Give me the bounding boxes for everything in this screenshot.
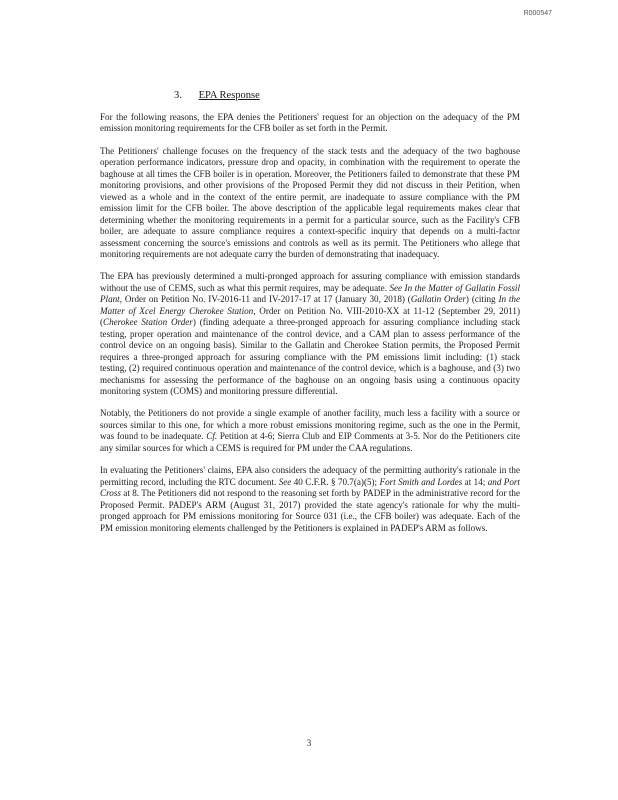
- body-paragraph: [100, 146, 520, 261]
- paragraph-text: at 14;: [462, 476, 488, 487]
- paragraph-text: In evaluating the Petitioners' claims, EPA also considers the adequacy of the permitting authority's rationale in the permitting record, including the RTC document.: [100, 465, 520, 487]
- paragraph-text: at 8. The Petitioners did not respond to the reasoning set forth by PADEP in the administrative record for the Proposed Permit. PADEP's ARM (August 31, 2017) provided the state agency's rationale for why the multi-pronged approach for PM emissions monitoring for Source 031 (i.e., the CFB boiler) was adequate. Each of the PM emission monitoring elements challenged by the Petitioners is explained in PADEP's ARM as follows.: [100, 488, 520, 533]
- page-number: 3: [306, 738, 312, 748]
- citation-text: In the Matter of Xcel Energy Cherokee Station: [100, 294, 520, 316]
- paragraph-text: , Order on Petition No. IV-2016-11 and IV-2017-17 at 17 (January 30, 2018) (: [119, 294, 411, 305]
- body-paragraph: [100, 465, 520, 534]
- paragraph-text: ) (finding adequate a three-pronged approach for assuring compliance including stack testing, proper operation and maintenance of the control device, and a CAM plan to assess performance of the control device on an ongoing basis). Similar to the Gallatin and Cherokee Station permits, the Proposed Permit requires a three-pronged approach for assuring compliance with the PM emissions limit including: (1) stack testing, (2) required continuous operation and maintenance of the control device, which is a baghouse, and (3) two mechanisms for assessing the performance of the baghouse on an ongoing basis using a continuous opacity monitoring system (COMS) and monitoring pressure differential.: [100, 317, 520, 396]
- paragraph-text: 40 C.F.R. § 70.7(a)(5);: [291, 476, 380, 487]
- citation-text: Fort Smith and Lordes: [379, 476, 463, 487]
- paragraph-text: Petition at 4-6; Sierra Club and EIP Comments at 3-5. Nor do the Petitioners cite any similar sources for which a CEMS is required for PM under the CAA regulations.: [100, 431, 520, 453]
- citation-text: Cf.: [206, 431, 218, 442]
- paragraph-text: The Petitioners' challenge focuses on the frequency of the stack tests and the adequacy of the two baghouse operation performance indicators, pressure drop and opacity, in combination with the requirement to operate the baghouse at all times the CFB boiler is in operation. Moreover, the Petitioners failed to demonstrate that these PM monitoring provisions, and other provisions of the Proposed Permit they did not discuss in their Petition, when viewed as a whole and in the context of the entire permit, are inadequate to assure compliance with the PM emission limit for the CFB boiler. The above description of the applicable legal requirements makes clear that determining whether the monitoring requirements in a permit for a particular source, such as the Facility's CFB boiler, are adequate to assure compliance requires a context-specific inquiry that depends on a multi-factor assessment concerning the source's emissions and controls as well as its permit. The Petitioners who allege that monitoring requirements are not adequate carry the burden of demonstrating that inadequacy.: [100, 145, 520, 259]
- citation-text: See: [278, 476, 292, 487]
- document-body: [100, 112, 520, 545]
- citation-text: and Port Cross: [100, 476, 520, 499]
- body-paragraph: [100, 408, 520, 454]
- citation-text: See In the Matter of Gallatin Fossil Plant: [100, 282, 520, 305]
- paragraph-text: ) (citing: [465, 294, 499, 305]
- citation-text: Gallatin Order: [410, 294, 466, 305]
- bates-number: R000547: [523, 10, 552, 17]
- body-paragraph: [100, 271, 520, 397]
- section-heading: [174, 90, 260, 101]
- citation-text: Cherokee Station Order: [103, 317, 193, 328]
- paragraph-text: , Order on Petition No. VIII-2010-XX at 11-12 (September 29, 2011) (: [100, 305, 520, 328]
- body-paragraph: [100, 112, 520, 135]
- paragraph-text: The EPA has previously determined a multi-pronged approach for assuring compliance with emission standards without the use of CEMS, such as what this permit requires, may be adequate.: [100, 271, 520, 293]
- paragraph-text: For the following reasons, the EPA denies the Petitioners' request for an objection on the adequacy of the PM emission monitoring requirements for the CFB boiler as set forth in the Permit.: [100, 112, 520, 134]
- paragraph-text: Notably, the Petitioners do not provide a single example of another facility, much less a facility with a source or sources similar to this one, for which a more robust emissions monitoring regime, such as the one in the Permit, was found to be inadequate.: [100, 408, 520, 442]
- section-title: EPA Response: [198, 90, 260, 101]
- section-number: 3.: [174, 90, 182, 101]
